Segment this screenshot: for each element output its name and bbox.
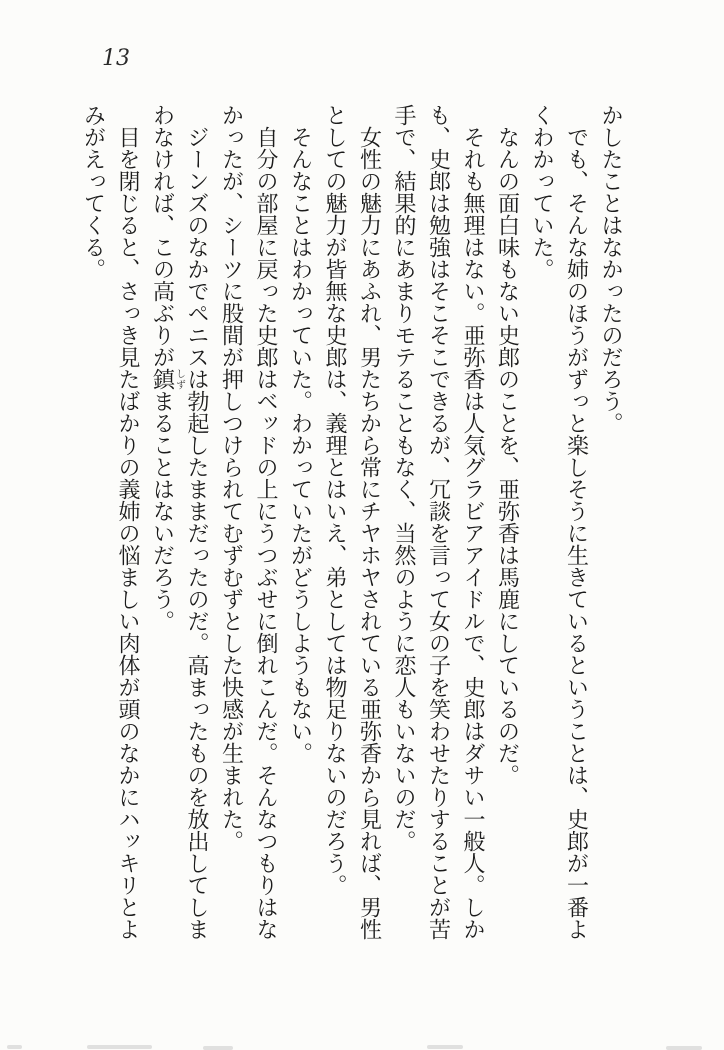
- paragraph: でも、そんな姉のほうがずっと楽しそうに生きているということは、史郎が一番よくわかっていた。: [530, 104, 590, 940]
- paragraph: そんなことはわかっていた。わかっていたがどうしようもない。: [288, 126, 314, 764]
- page-text: [74, 104, 628, 944]
- page-number: 13: [102, 46, 130, 71]
- paragraph: 自分の部屋に戻った史郎はベッドの上にうつぶせに倒れこんだ。そんなつもりはなかったが、シーツに股間が押しつけられてむずむずとした快感が生まれた。: [219, 104, 279, 940]
- paragraph: 目を閉じると、さっき見たばかりの義姉の悩ましい肉体が頭のなかにハッキリとよみがえってくる。: [81, 104, 141, 940]
- scan-artifact: [7, 1045, 22, 1049]
- paragraph: それも無理はない。亜弥香は人気グラビアアイドルで、史郎はダサい一般人。しかも、史郎は勉強はそこそこできるが、冗談を言って女の子を笑わせたりすることが苦手で、結果的にあまりモテることもなく、当然のように恋人もいないのだ。: [392, 104, 486, 940]
- scan-artifact: [203, 1046, 233, 1050]
- paragraph: なんの面白味もない史郎のことを、亜弥香は馬鹿にしているのだ。: [495, 126, 521, 786]
- scan-artifact: [87, 1045, 152, 1049]
- paragraph: かしたことはなかったのだろう。: [599, 104, 624, 434]
- paragraph: 女性の魅力にあふれ、男たちから常にチヤホヤされている亜弥香から見れば、男性としての魅力が皆無な史郎は、義理とはいえ、弟としては物足りないのだろう。: [323, 104, 383, 940]
- scan-artifact: [666, 1046, 702, 1050]
- paragraph: ジーンズのなかでペニスは勃起したままだったのだ。高まったものを放出してしまわなければ、この高ぶりが鎮しずまることはないだろう。: [150, 104, 210, 940]
- scan-artifact: [427, 1045, 463, 1049]
